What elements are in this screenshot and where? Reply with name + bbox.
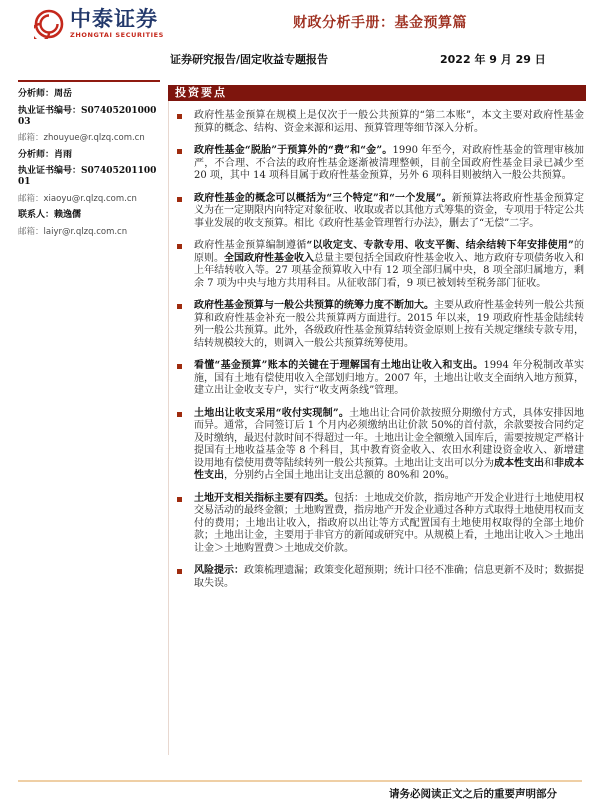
bullet-text-segment: 和 (544, 457, 554, 469)
sidebar-entry (18, 89, 160, 100)
bullet-square-icon (177, 114, 182, 119)
bullet-text-bold-segment: 政府性基金“脱胎”于预算外的“费”和“金”。 (194, 145, 393, 156)
logo-name-cn: 中泰证券 (70, 7, 158, 31)
sidebar-entry-label: 联系人： (18, 210, 55, 220)
report-date: 2022 年 9 月 29 日 (440, 53, 546, 66)
bullet-square-icon (177, 244, 182, 249)
sidebar-entry-label: 分析师： (18, 89, 55, 99)
bullet-square-icon (177, 364, 182, 369)
bullet-text-segment: 1994 年分税制改革实施，国有土地有偿使用收入全部划归地方。2007 年，土地出让收支全面纳入地方预算，建立出让金收支专户，实行“收支两条线”管理。 (194, 360, 584, 396)
sidebar-entry-label: 邮箱： (18, 226, 44, 237)
report-type: 证券研究报告/固定收益专题报告 (170, 53, 329, 66)
bullet-square-icon (177, 412, 182, 417)
bullet-item (169, 300, 586, 350)
sidebar-entry-label: 邮箱： (18, 133, 44, 143)
logo-name-en: ZHONGTAI SECURITIES (70, 31, 164, 39)
sidebar-entry (18, 150, 160, 161)
bullet-text-bold-segment: 风险提示： (194, 565, 244, 576)
bullet-item (169, 493, 586, 556)
bullet-text-bold-segment: 看懂“基金预算”账本的关键在于理解国有土地出让收入和支出。 (194, 360, 484, 371)
bullet-text-bold-segment: 土地出让收支采用“收付实现制”。 (194, 407, 350, 419)
bullet-text-segment: 政策梳理遗漏；政策变化超预期；统计口径不准确；信息更新不及时；数据提取失误。 (194, 565, 584, 589)
bullet-text-bold-segment: “以收定支、专款专用、收支平衡、结余结转下年安排使用” (306, 240, 574, 251)
bullet-text-segment: 的原则。 (194, 240, 585, 264)
sidebar-entry (18, 210, 160, 221)
bullet-text-bold-segment: 土地开支相关指标主要有四类。 (194, 492, 334, 504)
bullet-square-icon (177, 197, 182, 202)
bullet-text (194, 240, 586, 290)
sidebar-entry-value: 周岳 (54, 89, 73, 99)
section-title-bar (168, 85, 586, 101)
sidebar-entry (18, 166, 160, 188)
bullet-text (194, 565, 586, 590)
bullet-text-segment: 包括：土地成交价款，指房地产开发企业进行土地使用权交易活动的最终金额；土地购置费，指房地产开发企业通过各种方式取得土地使用权而支付的费用；土地出让收入，指政府以出让等方式配置国有土地使用权取得的全部土地价款；土地出让金，主要用于非官方的新闻或研究中。从规模上看，土地出让收入＞土地出让金＞土地购置费＞土地成交价款。 (194, 492, 584, 554)
sidebar-entry (18, 106, 160, 128)
bullet-text-segment: 新预算法将政府性基金预算定义为在一定期限内向特定对象征收、收取或者以其他方式筹集的资金，专项用于特定公共事业发展的收支预算。相比《政府性基金管理暂行办法》，删去了“无偿”二字。 (194, 192, 584, 229)
bullet-square-icon (177, 304, 182, 309)
bullet-text-segment: 政府性基金预算在规模上是仅次于一般公共预算的“第二本账”，本文主要对政府性基金预算的概念、结构、资金来源和运用、预算管理等细节深入分析。 (194, 110, 584, 134)
logo-text (70, 8, 164, 39)
bullet-text-bold-segment: 成本性支出 (494, 457, 544, 469)
sidebar-entry-value: xiaoyu@r.qlzq.com.cn (43, 193, 137, 204)
bullet-text (194, 110, 586, 135)
sidebar-entry-value: S0740520100003 (18, 105, 157, 127)
bullet-text-segment: 政府性基金预算编制遵循 (194, 240, 307, 251)
bullet-square-icon (177, 149, 182, 154)
footer-divider (18, 780, 582, 782)
bullet-item (169, 145, 586, 183)
sidebar-entry-value: 肖雨 (54, 149, 73, 160)
report-title: 财政分析手册：基金预算篇 (293, 15, 467, 31)
disclaimer-text: 请务必阅读正文之后的重要声明部分 (389, 788, 557, 800)
bullet-text (194, 493, 586, 556)
bullet-item (169, 360, 586, 398)
bullet-text-segment: 总量主要包括全国政府性基金收入、地方政府专项债务收入和上年结转收入等。27 项基金预算收入中有 12 项全部归属中央，8 项全部归属地方，剩余 7 项为中央与地方共用科目。从征收部门看，9 项已被划转至税务部门征收。 (194, 252, 584, 289)
bullet-text-bold-segment: 全国政府性基金收入 (224, 252, 314, 264)
bullet-text (194, 360, 586, 398)
zhongtai-emblem-icon (34, 9, 64, 39)
bullet-item (169, 240, 586, 290)
bullet-text-bold-segment: 政府性基金预算与一般公共预算的统筹力度不断加大。 (194, 300, 434, 311)
bullet-item (169, 565, 586, 590)
sidebar-entry-label: 执业证书编号： (18, 105, 82, 116)
bullet-text-segment: 1990 年至今，对政府性基金的管理审核加严，不合理、不合法的政府性基金逐渐被清理整顿，目前全国政府性基金目录已减少至 20 项，其中 14 项科目属于政府性基金预算，另外 6 项科目则被纳入一般公共预算。 (194, 145, 584, 181)
sidebar-entry-label: 分析师： (18, 149, 55, 160)
report-meta-row (0, 51, 600, 67)
bullet-list (168, 101, 586, 755)
sidebar-entry (18, 227, 160, 238)
sidebar-entry-value: zhouyue@r.qlzq.com.cn (43, 133, 145, 143)
highlights-section (168, 85, 586, 755)
bullet-item (169, 193, 586, 231)
section-title: 投资要点 (175, 86, 227, 99)
bullet-text-bold-segment: 政府性基金的概念可以概括为“三个特定”和“一个发展”。 (194, 192, 452, 204)
bullet-square-icon (177, 497, 182, 502)
sidebar-entry (18, 194, 160, 205)
sidebar-entry-value: 赖逸儒 (54, 210, 82, 220)
sidebar-entry-label: 执业证书编号： (18, 166, 82, 176)
sidebar-entry-value: S0740520110001 (18, 166, 157, 187)
analyst-sidebar (18, 80, 160, 243)
report-footer (18, 780, 582, 800)
bullet-text-segment: 土地出让合同价款按照分期缴付方式，具体安排因地而异。通常，合同签订后 1 个月内必须缴纳出让价款 50%的首付款，余款要按合同约定及时缴纳，最迟付款时间不得超过一年。土地出让金全额缴入国库后，需要按规定严格计提国有土地收益基金等 8 个科目，其中教育资金收入、农田水利建设资金收入、新增建设用地有偿使用费等陆续转列一般公共预算。土地出让支出可以分为 (194, 407, 584, 469)
bullet-item (169, 408, 586, 483)
bullet-text (194, 408, 586, 483)
sidebar-entry (18, 133, 160, 144)
bullet-text-bold-segment: 非成本性支出 (194, 457, 584, 481)
sidebar-entry-value: laiyr@r.qlzq.com.cn (43, 226, 128, 237)
bullet-item (169, 110, 586, 135)
bullet-text (194, 300, 586, 350)
sidebar-entry-label: 邮箱： (18, 193, 44, 204)
bullet-square-icon (177, 569, 182, 574)
bullet-text (194, 193, 586, 231)
bullet-text-segment: 主要从政府性基金转列一般公共预算和政府性基金补充一般公共预算两方面进行。2015 年以来，19 项政府性基金陆续转列一般公共预算。此外，各级政府性基金预算结转资金原则上按有关规定继续专款专用，结转规模较大的，则调入一般公共预算统筹使用。 (194, 300, 584, 349)
bullet-text-segment: ，分别约占全国土地出让支出总额的 80%和 20%。 (224, 470, 455, 481)
bullet-text (194, 145, 586, 183)
zhongtai-logo (34, 8, 164, 39)
